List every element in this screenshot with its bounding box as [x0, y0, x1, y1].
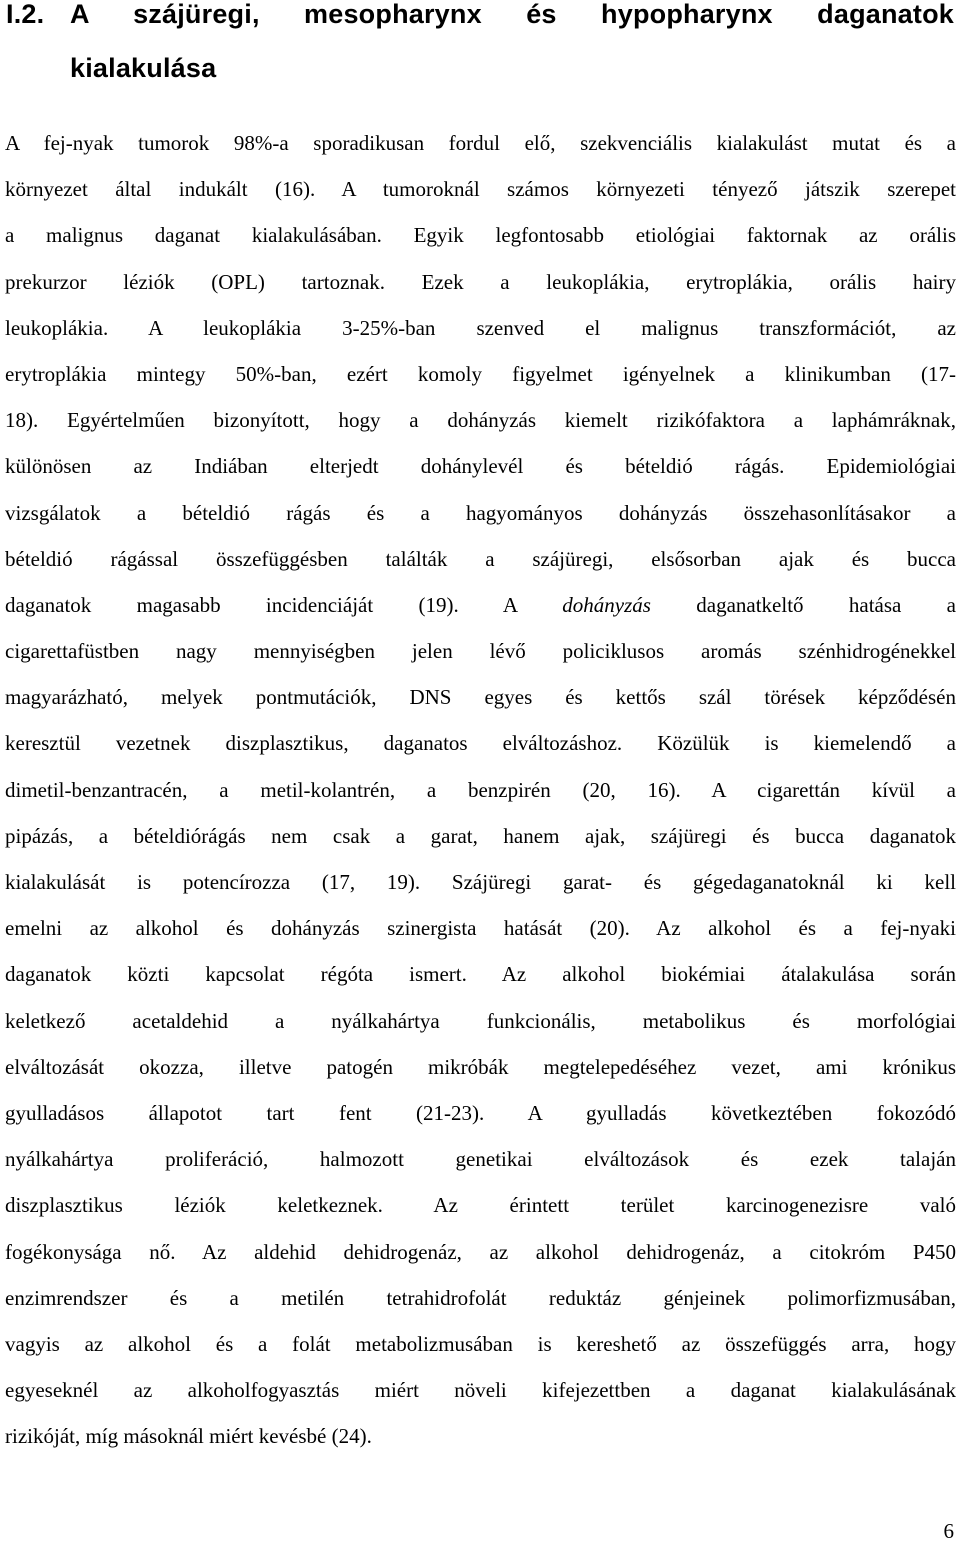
text-line: fogékonysága nő. Az aldehid dehidrogenáz, az alkohol dehidrogenáz, a citokróm P450	[5, 1239, 956, 1264]
text-line: 18). Egyértelműen bizonyított, hogy a dohányzás kiemelt rizikófaktora a laphámráknak,	[5, 408, 956, 433]
text-line: nyálkahártya proliferáció, halmozott genetikai elváltozások és ezek talaján	[5, 1147, 956, 1172]
text-line: a malignus daganat kialakulásában. Egyik legfontosabb etiológiai faktornak az orális	[5, 223, 956, 248]
text-line: magyarázható, melyek pontmutációk, DNS egyes és kettős szál törések képződésén	[5, 685, 956, 710]
text-line: különösen az Indiában elterjedt dohánylevél és bételdió rágás. Epidemiológiai	[5, 454, 956, 479]
text-line: keletkező acetaldehid a nyálkahártya funkcionális, metabolikus és morfológiai	[5, 1008, 956, 1033]
text-line: rizikóját, míg másoknál miért kevésbé (24).	[5, 1424, 372, 1449]
text-line: dimetil-benzantracén, a metil-kolantrén, a benzpirén (20, 16). A cigarettán kívül a	[5, 777, 956, 802]
section-title-line-1: A szájüregi, mesopharynx és hypopharynx daganatok	[70, 0, 954, 29]
text-line: vizsgálatok a bételdió rágás és a hagyományos dohányzás összehasonlításakor a	[5, 500, 956, 525]
text-line: környezet által indukált (16). A tumoroknál számos környezeti tényező játszik szerepet	[5, 177, 956, 202]
text-line: gyulladásos állapotot tart fent (21-23). A gyulladás következtében fokozódó	[5, 1100, 956, 1125]
text-line: daganatok közti kapcsolat régóta ismert. Az alkohol biokémiai átalakulása során	[5, 962, 956, 987]
text-line: pipázás, a bételdiórágás nem csak a garat, hanem ajak, szájüregi és bucca daganatok	[5, 823, 956, 848]
text-line: leukoplákia. A leukoplákia 3-25%-ban szenved el malignus transzformációt, az	[5, 315, 956, 340]
section-title-line-2: kialakulása	[70, 53, 217, 83]
text-line: erytroplákia mintegy 50%-ban, ezért komoly figyelmet igényelnek a klinikumban (17-	[5, 361, 956, 386]
text-line: keresztül vezetnek diszplasztikus, daganatos elváltozáshoz. Közülük is kiemelendő a	[5, 731, 956, 756]
body-paragraph	[5, 120, 956, 1459]
text-segment: daganatkeltő hatása a	[650, 592, 956, 617]
text-line: prekurzor léziók (OPL) tartoznak. Ezek a leukoplákia, erytroplákia, orális hairy	[5, 269, 956, 294]
text-line	[5, 582, 956, 628]
text-line: A fej-nyak tumorok 98%-a sporadikusan fordul elő, szekvenciális kialakulást mutat és a	[5, 131, 956, 155]
text-line: egyeseknél az alkoholfogyasztás miért növeli kifejezettben a daganat kialakulásának	[5, 1378, 956, 1403]
text-line: enzimrendszer és a metilén tetrahidrofolát reduktáz génjeinek polimorfizmusában,	[5, 1285, 956, 1310]
text-segment: daganatok magasabb incidenciáját (19). A	[5, 592, 563, 617]
text-line: diszplasztikus léziók keletkeznek. Az érintett terület karcinogenezisre való	[5, 1193, 956, 1218]
text-line: emelni az alkohol és dohányzás szinergista hatását (20). Az alkohol és a fej-nyaki	[5, 916, 956, 941]
text-line: vagyis az alkohol és a folát metabolizmusában is kereshető az összefüggés arra, hogy	[5, 1331, 956, 1356]
section-number: I.2.	[6, 0, 45, 29]
text-line: bételdió rágással összefüggésben találták a szájüregi, elsősorban ajak és bucca	[5, 546, 956, 571]
text-line: elváltozását okozza, illetve patogén mikróbák megtelepedéséhez vezet, ami krónikus	[5, 1054, 956, 1079]
text-line: cigarettafüstben nagy mennyiségben jelen lévő policiklusos aromás szénhidrogénekkel	[5, 639, 956, 664]
page-number: 6	[943, 1519, 954, 1543]
emphasized-term: dohányzás	[562, 592, 651, 617]
text-line: kialakulását is potencírozza (17, 19). Szájüregi garat- és gégedaganatoknál ki kell	[5, 870, 956, 894]
